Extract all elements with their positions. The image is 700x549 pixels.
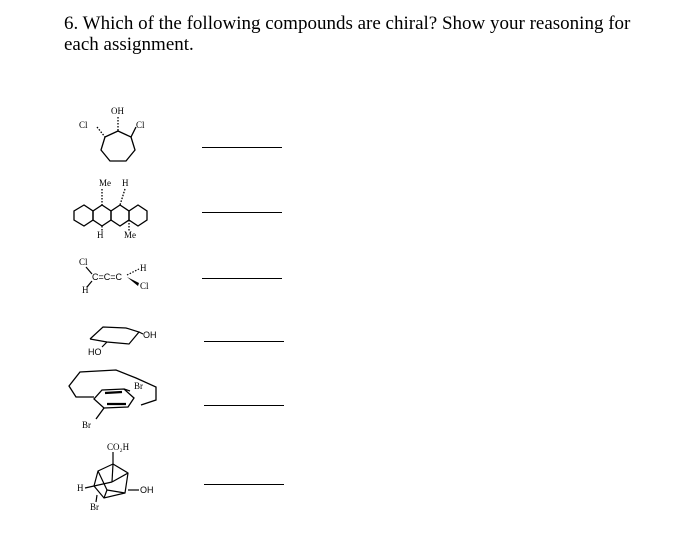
compound-1-structure xyxy=(70,100,160,165)
compound-3-h-left-label: H xyxy=(82,285,89,295)
compound-3-answer-line[interactable] xyxy=(202,278,282,279)
compound-4-answer-line[interactable] xyxy=(204,341,284,342)
compound-3-structure xyxy=(70,255,165,300)
question-number: 6. xyxy=(64,13,79,34)
compound-3-allene-label: C=C=C xyxy=(92,272,123,282)
compound-4-structure xyxy=(80,318,170,363)
compound-1-cl-right-label: Cl xyxy=(136,120,145,130)
question-prompt: Which of the following compounds are chiral? Show your reasoning for each assignment. xyxy=(64,13,631,55)
compound-1-oh-label: OH xyxy=(111,106,124,116)
compound-2-ring-left xyxy=(74,205,93,226)
compound-2-h-top-label: H xyxy=(122,178,129,188)
compound-2-ring-right xyxy=(111,205,129,226)
compound-1-answer-line[interactable] xyxy=(202,147,282,148)
compound-5-br-top-label: Br xyxy=(134,381,143,391)
compound-6-answer-line[interactable] xyxy=(204,484,284,485)
question-text xyxy=(64,13,664,55)
compound-3-cl-left-label: Cl xyxy=(79,257,88,267)
compound-5-br-bottom-label: Br xyxy=(82,420,91,430)
compound-5-answer-line[interactable] xyxy=(204,405,284,406)
compound-5-structure xyxy=(66,368,166,433)
compound-4-oh-label: OH xyxy=(143,330,157,340)
compound-3-cl-right-label: Cl xyxy=(140,281,149,291)
compound-6-h-label: H xyxy=(77,483,84,493)
compound-2-structure xyxy=(70,175,165,245)
compound-2-h-bottom-label: H xyxy=(97,230,104,240)
compound-2-ring-middle xyxy=(93,205,111,226)
compound-4-ho-label: HO xyxy=(88,347,102,357)
compound-2-ring-far-right xyxy=(129,205,147,226)
compound-2-me-bottom-label: Me xyxy=(124,230,136,240)
compound-6-structure xyxy=(70,438,165,518)
compound-6-co2h-label: CO₂H xyxy=(107,442,130,452)
compound-1-cl-left-label: Cl xyxy=(79,120,88,130)
compound-1-ring xyxy=(101,131,135,161)
compound-3-wedge xyxy=(127,277,139,286)
compound-6-oh-label: OH xyxy=(140,485,154,495)
compound-6-br-label: Br xyxy=(90,502,99,512)
compound-2-answer-line[interactable] xyxy=(202,212,282,213)
compound-3-h-right-label: H xyxy=(140,263,147,273)
compound-2-me-top-label: Me xyxy=(99,178,111,188)
compound-4-chair xyxy=(90,327,139,344)
